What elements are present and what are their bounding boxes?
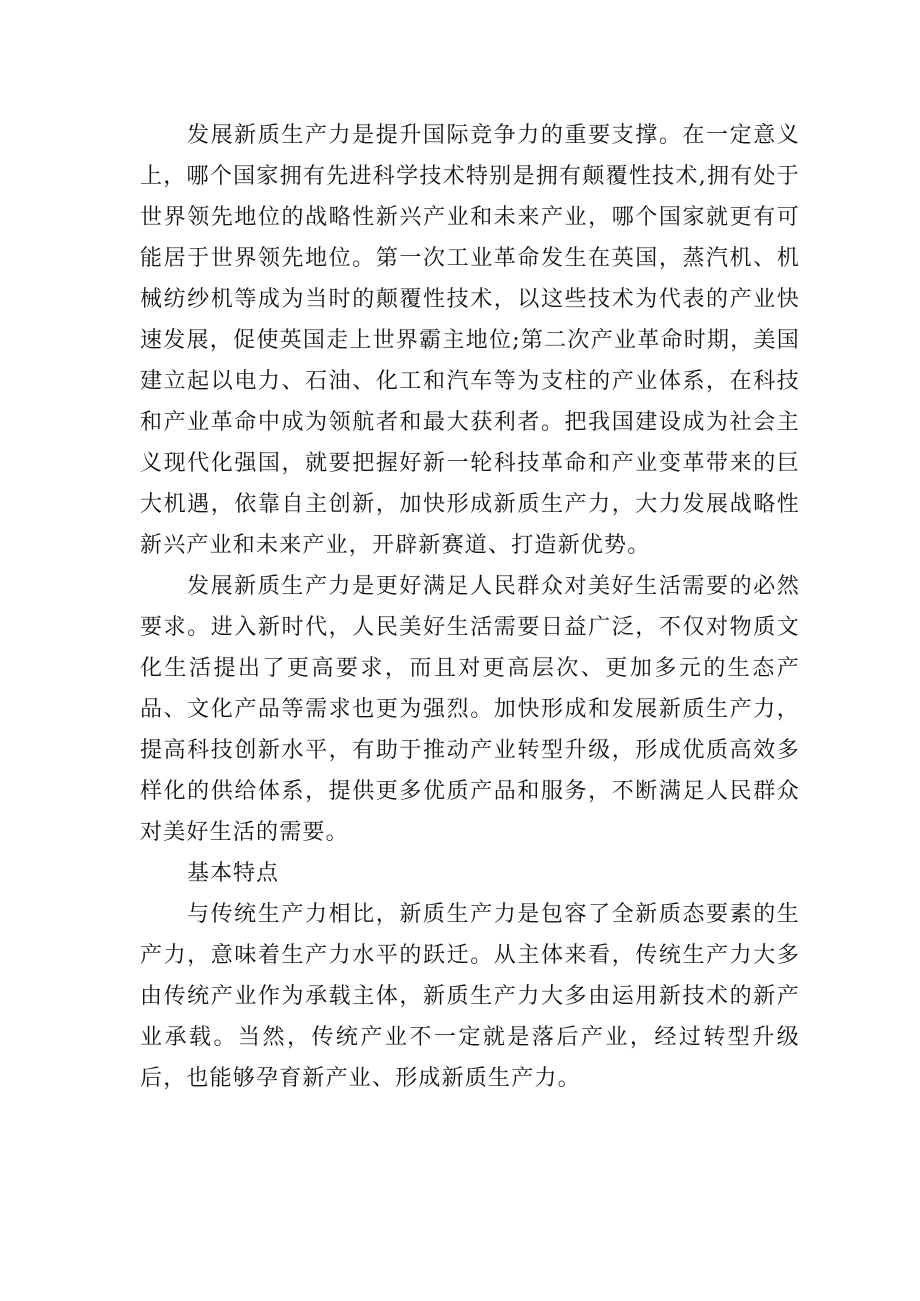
document-body	[140, 115, 800, 1099]
section-heading: 基本特点	[187, 861, 280, 886]
paragraph-better-life: 发展新质生产力是更好满足人民群众对美好生活需要的必然要求。进入新时代，人民美好生活需要日益广泛，不仅对物质文化生活提出了更高要求，而且对更高层次、更加多元的生态产品、文化产品等需求也更为强烈。加快形成和发展新质生产力，提高科技创新水平，有助于推动产业转型升级，形成优质高效多样化的供给体系，提供更多优质产品和服务，不断满足人民群众对美好生活的需要。	[140, 574, 800, 845]
paragraph-competitiveness: 发展新质生产力是提升国际竞争力的重要支撑。在一定意义上，哪个国家拥有先进科学技术特别是拥有颠覆性技术,拥有处于世界领先地位的战略性新兴产业和未来产业，哪个国家就更有可能居于世界领先地位。第一次工业革命发生在英国，蒸汽机、机械纺纱机等成为当时的颠覆性技术，以这些技术为代表的产业快速发展，促使英国走上世界霸主地位;第二次产业革命时期，美国建立起以电力、石油、化工和汽车等为支柱的产业体系，在科技和产业革命中成为领航者和最大获利者。把我国建设成为社会主义现代化强国，就要把握好新一轮科技革命和产业变革带来的巨大机遇，依靠自主创新，加快形成新质生产力，大力发展战略性新兴产业和未来产业，开辟新赛道、打造新优势。	[140, 123, 800, 558]
paragraph-basic-features: 与传统生产力相比，新质生产力是包容了全新质态要素的生产力，意味着生产力水平的跃迁。从主体来看，传统生产力大多由传统产业作为承载主体，新质生产力大多由运用新技术的新产业承载。当然，传统产业不一定就是落后产业，经过转型升级后，也能够孕育新产业、形成新质生产力。	[140, 902, 800, 1091]
